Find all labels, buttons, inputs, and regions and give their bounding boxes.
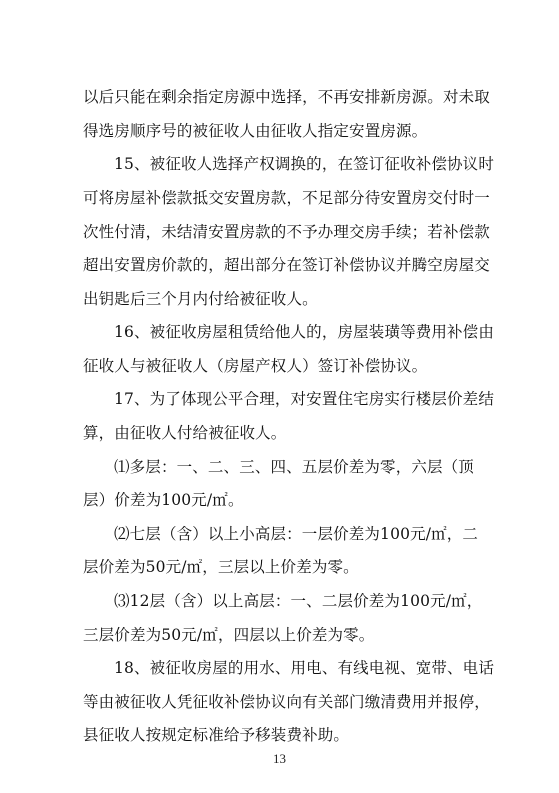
text-line: 征收人与被征收人（房屋产权人）签订补偿协议。	[83, 357, 428, 375]
text-line: 可将房屋补偿款抵交安置房款，不足部分待安置房交付时一	[83, 189, 490, 207]
item-2-start: ⑵七层（含）以上小高层：一层价差为100元/㎡，二	[114, 525, 479, 543]
text-line: 层）价差为100元/㎡。	[83, 491, 244, 509]
text-line: 算，由征收人付给被征收人。	[83, 424, 287, 442]
paragraph-15-start: 15、被征收人选择产权调换的，在签订征收补偿协议时	[114, 155, 494, 173]
item-3-start: ⑶12层（含）以上高层：一、二层价差为100元/㎡，	[114, 592, 483, 610]
item-1-start: ⑴多层：一、二、三、四、五层价差为零，六层（顶	[114, 458, 474, 476]
text-line: 县征收人按规定标准给予移装费补助。	[83, 726, 350, 744]
text-line: 得选房顺序号的被征收人由征收人指定安置房源。	[83, 122, 428, 140]
text-line: 层价差为50元/㎡，三层以上价差为零。	[83, 558, 359, 576]
text-line: 出钥匙后三个月内付给被征收人。	[83, 290, 318, 308]
page-number: 13	[273, 751, 286, 766]
text-line: 以后只能在剩余指定房源中选择，不再安排新房源。对未取	[83, 88, 490, 106]
text-line: 超出安置房价款的，超出部分在签订补偿协议并腾空房屋交	[83, 256, 490, 274]
paragraph-17-start: 17、为了体现公平合理，对安置住宅房实行楼层价差结	[114, 390, 494, 408]
text-line: 三层价差为50元/㎡，四层以上价差为零。	[83, 626, 375, 644]
text-line: 等由被征收人凭征收补偿协议向有关部门缴清费用并报停，	[83, 693, 490, 711]
paragraph-16-start: 16、被征收房屋租赁给他人的，房屋装璜等费用补偿由	[114, 323, 494, 341]
paragraph-18-start: 18、被征收房屋的用水、用电、有线电视、宽带、电话	[114, 659, 494, 677]
text-line: 次性付清，未结清安置房款的不予办理交房手续；若补偿款	[83, 223, 490, 241]
